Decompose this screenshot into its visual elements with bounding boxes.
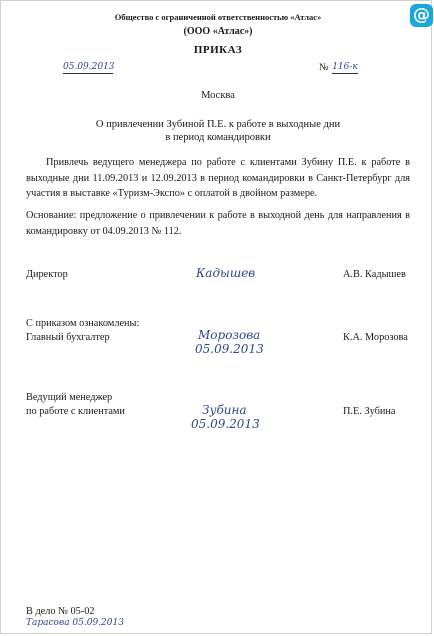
order-number: 116-к <box>332 62 358 72</box>
subject-line-1: О привлечении Зубиной П.Е. к работе в выходные дни <box>95 119 341 130</box>
number-label: № <box>319 62 329 73</box>
director-signature: Кадышев <box>196 266 256 280</box>
subject-line-2: в период командировки <box>165 132 271 143</box>
manager-position-line-1: Ведущий менеджер <box>26 392 113 403</box>
city: Москва <box>201 90 235 101</box>
director-name: А.В. Кадышев <box>343 269 406 280</box>
manager-position-line-2: по работе с клиентами <box>26 406 125 417</box>
accountant-position: Главный бухгалтер <box>26 332 110 343</box>
order-paragraph: Привлечь ведущего менеджера по работе с клиентами Зубину П.Е. к работе в выходные дни 11.09.2013 и 12.09.2013 в период командировки в Санкт-Петербург для участия в выставке «Туризм-Экспо» с оплатой в двойном размере. <box>26 157 410 199</box>
organization-short-name: (ООО «Атлас») <box>183 26 253 37</box>
document-type: ПРИКАЗ <box>193 44 243 56</box>
manager-signature: Зубина <box>202 403 247 417</box>
file-note: В дело № 05-02 <box>26 606 95 617</box>
organization-name: Общество с ограниченной ответственностью «Атлас» <box>114 12 322 22</box>
order-date: 05.09.2013 <box>63 62 115 72</box>
manager-sign-date: 05.09.2013 <box>191 417 260 431</box>
acknowledged-heading: С приказом ознакомлены: <box>26 318 140 329</box>
accountant-signature: Морозова <box>198 328 261 342</box>
accountant-sign-date: 05.09.2013 <box>195 342 264 356</box>
director-position: Директор <box>26 269 68 280</box>
order-body <box>26 155 410 202</box>
order-basis: Основание: предложение о привлечении к работе в выходной день для направления в командировку от 04.09.2013 № 112. <box>26 210 410 237</box>
file-sign: Тарасова 05.09.2013 <box>26 618 124 628</box>
order-subject <box>61 118 375 144</box>
accountant-name: К.А. Морозова <box>343 332 408 343</box>
manager-name: П.Е. Зубина <box>343 406 396 417</box>
at-sign-icon: @ <box>413 5 430 25</box>
